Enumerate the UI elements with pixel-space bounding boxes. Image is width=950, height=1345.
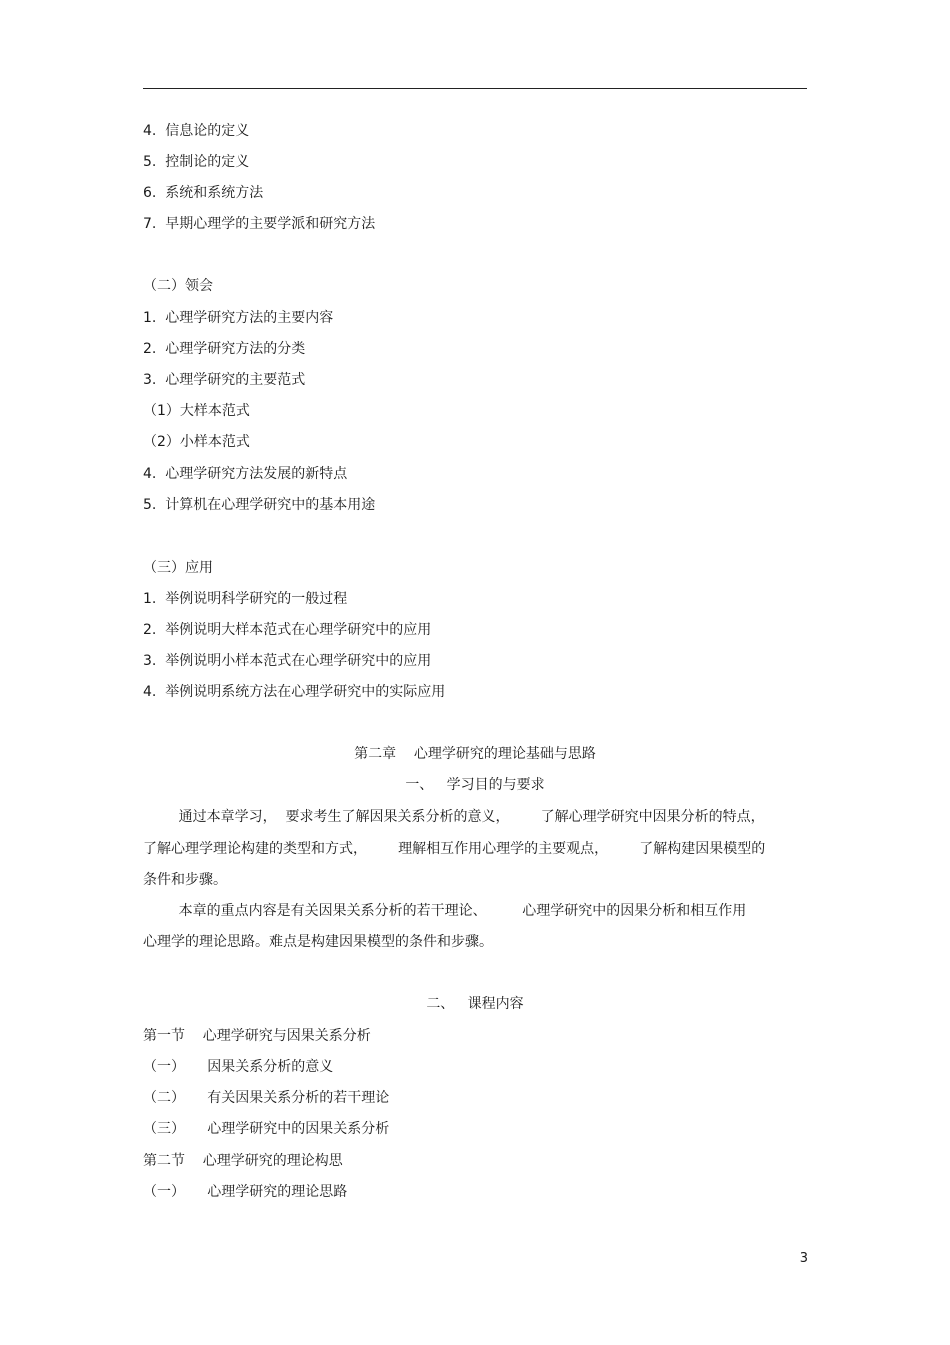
list-item: 5. 控制论的定义 xyxy=(143,154,250,170)
list-item: 第一节 心理学研究与因果关系分析 xyxy=(143,1028,371,1044)
list-item: 1. 心理学研究方法的主要内容 xyxy=(143,310,334,326)
list-item: 1. 举例说明科学研究的一般过程 xyxy=(143,591,348,607)
page-number: 3 xyxy=(799,1251,808,1266)
paragraph-line: 本章的重点内容是有关因果关系分析的若干理论、 心理学研究中的因果分析和相互作用 xyxy=(143,903,747,919)
list-item: 第二节 心理学研究的理论构思 xyxy=(143,1153,343,1169)
paragraph-line: 通过本章学习， 要求考生了解因果关系分析的意义， 了解心理学研究中因果分析的特点， xyxy=(143,809,765,825)
list-item: （一） 心理学研究的理论思路 xyxy=(143,1184,348,1200)
list-item: （二） 有关因果关系分析的若干理论 xyxy=(143,1090,390,1106)
list-item: （1）大样本范式 xyxy=(143,403,250,419)
paragraph-line: 了解心理学理论构建的类型和方式， 理解相互作用心理学的主要观点， 了解构建因果模型的 xyxy=(143,841,766,857)
chapter-title: 第二章 心理学研究的理论基础与思路 xyxy=(354,746,596,762)
sub-heading: 一、 学习目的与要求 xyxy=(405,777,545,793)
list-item: 2. 举例说明大样本范式在心理学研究中的应用 xyxy=(143,622,432,638)
list-item: 2. 心理学研究方法的分类 xyxy=(143,341,306,357)
list-item: 4. 举例说明系统方法在心理学研究中的实际应用 xyxy=(143,684,446,700)
section-heading: （二）领会 xyxy=(143,278,213,294)
list-item: 3. 心理学研究的主要范式 xyxy=(143,372,306,388)
paragraph-line: 条件和步骤。 xyxy=(143,872,227,888)
list-item: 4. 心理学研究方法发展的新特点 xyxy=(143,466,348,482)
header-rule xyxy=(143,88,807,89)
list-item: 6. 系统和系统方法 xyxy=(143,185,264,201)
sub-heading: 二、 课程内容 xyxy=(426,996,524,1012)
list-item: （2）小样本范式 xyxy=(143,434,250,450)
section-heading: （三）应用 xyxy=(143,560,213,576)
list-item: 7. 早期心理学的主要学派和研究方法 xyxy=(143,216,376,232)
list-item: 5. 计算机在心理学研究中的基本用途 xyxy=(143,497,376,513)
list-item: 3. 举例说明小样本范式在心理学研究中的应用 xyxy=(143,653,432,669)
paragraph-line: 心理学的理论思路。难点是构建因果模型的条件和步骤。 xyxy=(143,934,493,950)
list-item: （三） 心理学研究中的因果关系分析 xyxy=(143,1121,390,1137)
list-item: （一） 因果关系分析的意义 xyxy=(143,1059,334,1075)
list-item: 4. 信息论的定义 xyxy=(143,123,250,139)
